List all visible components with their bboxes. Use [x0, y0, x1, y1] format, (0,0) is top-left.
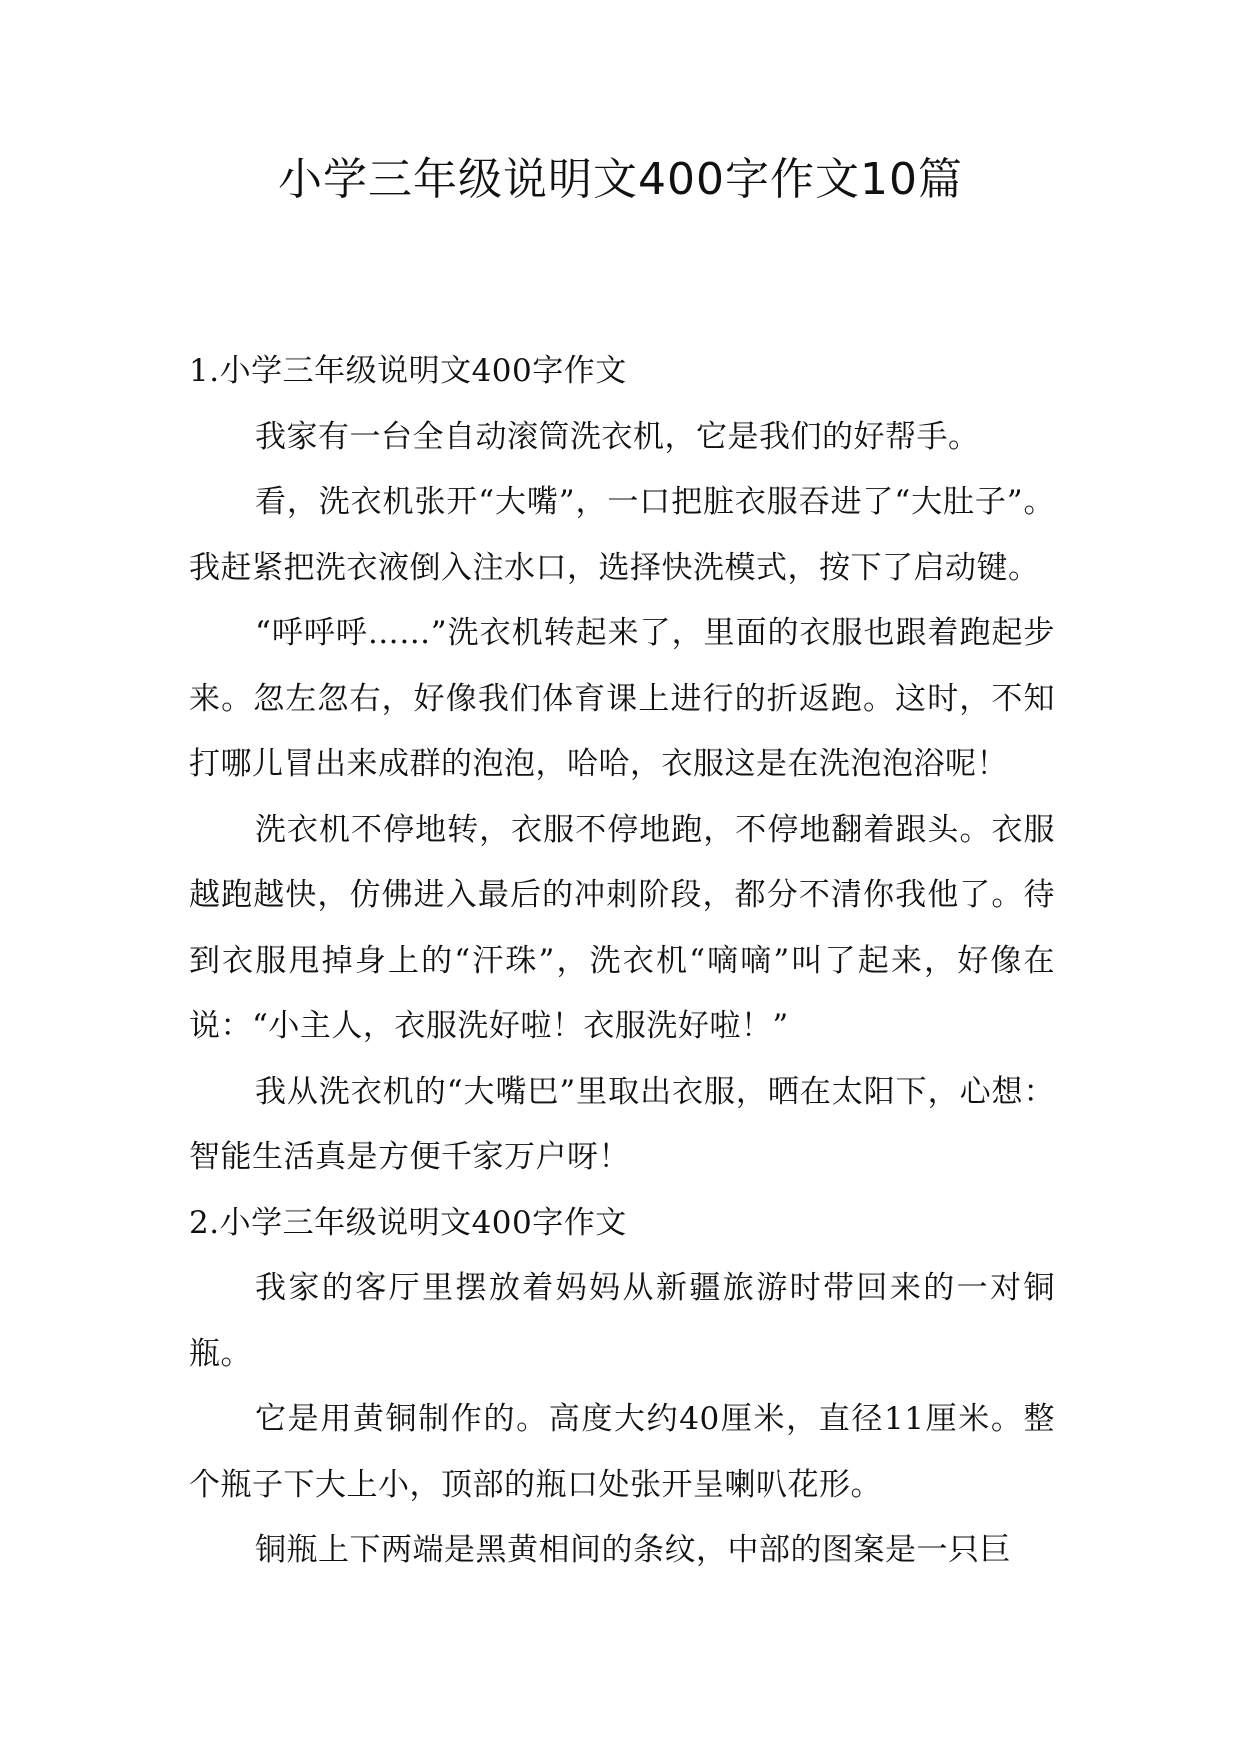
paragraph: 我从洗衣机的“大嘴巴”里取出衣服，晒在太阳下，心想：智能生活真是方便千家万户呀！: [189, 1073, 1055, 1175]
document-body: [189, 339, 1055, 1584]
section-heading: 1.小学三年级说明文400字作文: [189, 353, 627, 389]
paragraph: 我家的客厅里摆放着妈妈从新疆旅游时带回来的一对铜瓶。: [189, 1270, 1055, 1372]
paragraph: 铜瓶上下两端是黑黄相间的条纹，中部的图案是一只巨: [255, 1532, 1011, 1568]
section-heading: 2.小学三年级说明文400字作文: [189, 1204, 627, 1241]
paragraph: “呼呼呼……”洗衣机转起来了，里面的衣服也跟着跑起步来。忽左忽右，好像我们体育课上进行的折返跑。这时，不知打哪儿冒出来成群的泡泡，哈哈，衣服这是在洗泡泡浴呢！: [189, 615, 1055, 782]
essay-section-2: [189, 1191, 1055, 1584]
paragraph: 看，洗衣机张开“大嘴”，一口把脏衣服吞进了“大肚子”。我赶紧把洗衣液倒入注水口，选择快洗模式，按下了启动键。: [189, 484, 1055, 586]
paragraph: 它是用黄铜制作的。高度大约40厘米，直径11厘米。整个瓶子下大上小，顶部的瓶口处张开呈喇叭花形。: [189, 1401, 1055, 1503]
paragraph: 洗衣机不停地转，衣服不停地跑，不停地翻着跟头。衣服越跑越快，仿佛进入最后的冲刺阶段，都分不清你我他了。待到衣服甩掉身上的“汗珠”，洗衣机“嘀嘀”叫了起来，好像在说：“小主人，衣服洗好啦！衣服洗好啦！”: [189, 811, 1055, 1044]
document-title: 小学三年级说明文400字作文10篇: [278, 154, 963, 205]
essay-section-1: [189, 339, 1055, 1191]
paragraph: 我家有一台全自动滚筒洗衣机，它是我们的好帮手。: [255, 418, 980, 455]
